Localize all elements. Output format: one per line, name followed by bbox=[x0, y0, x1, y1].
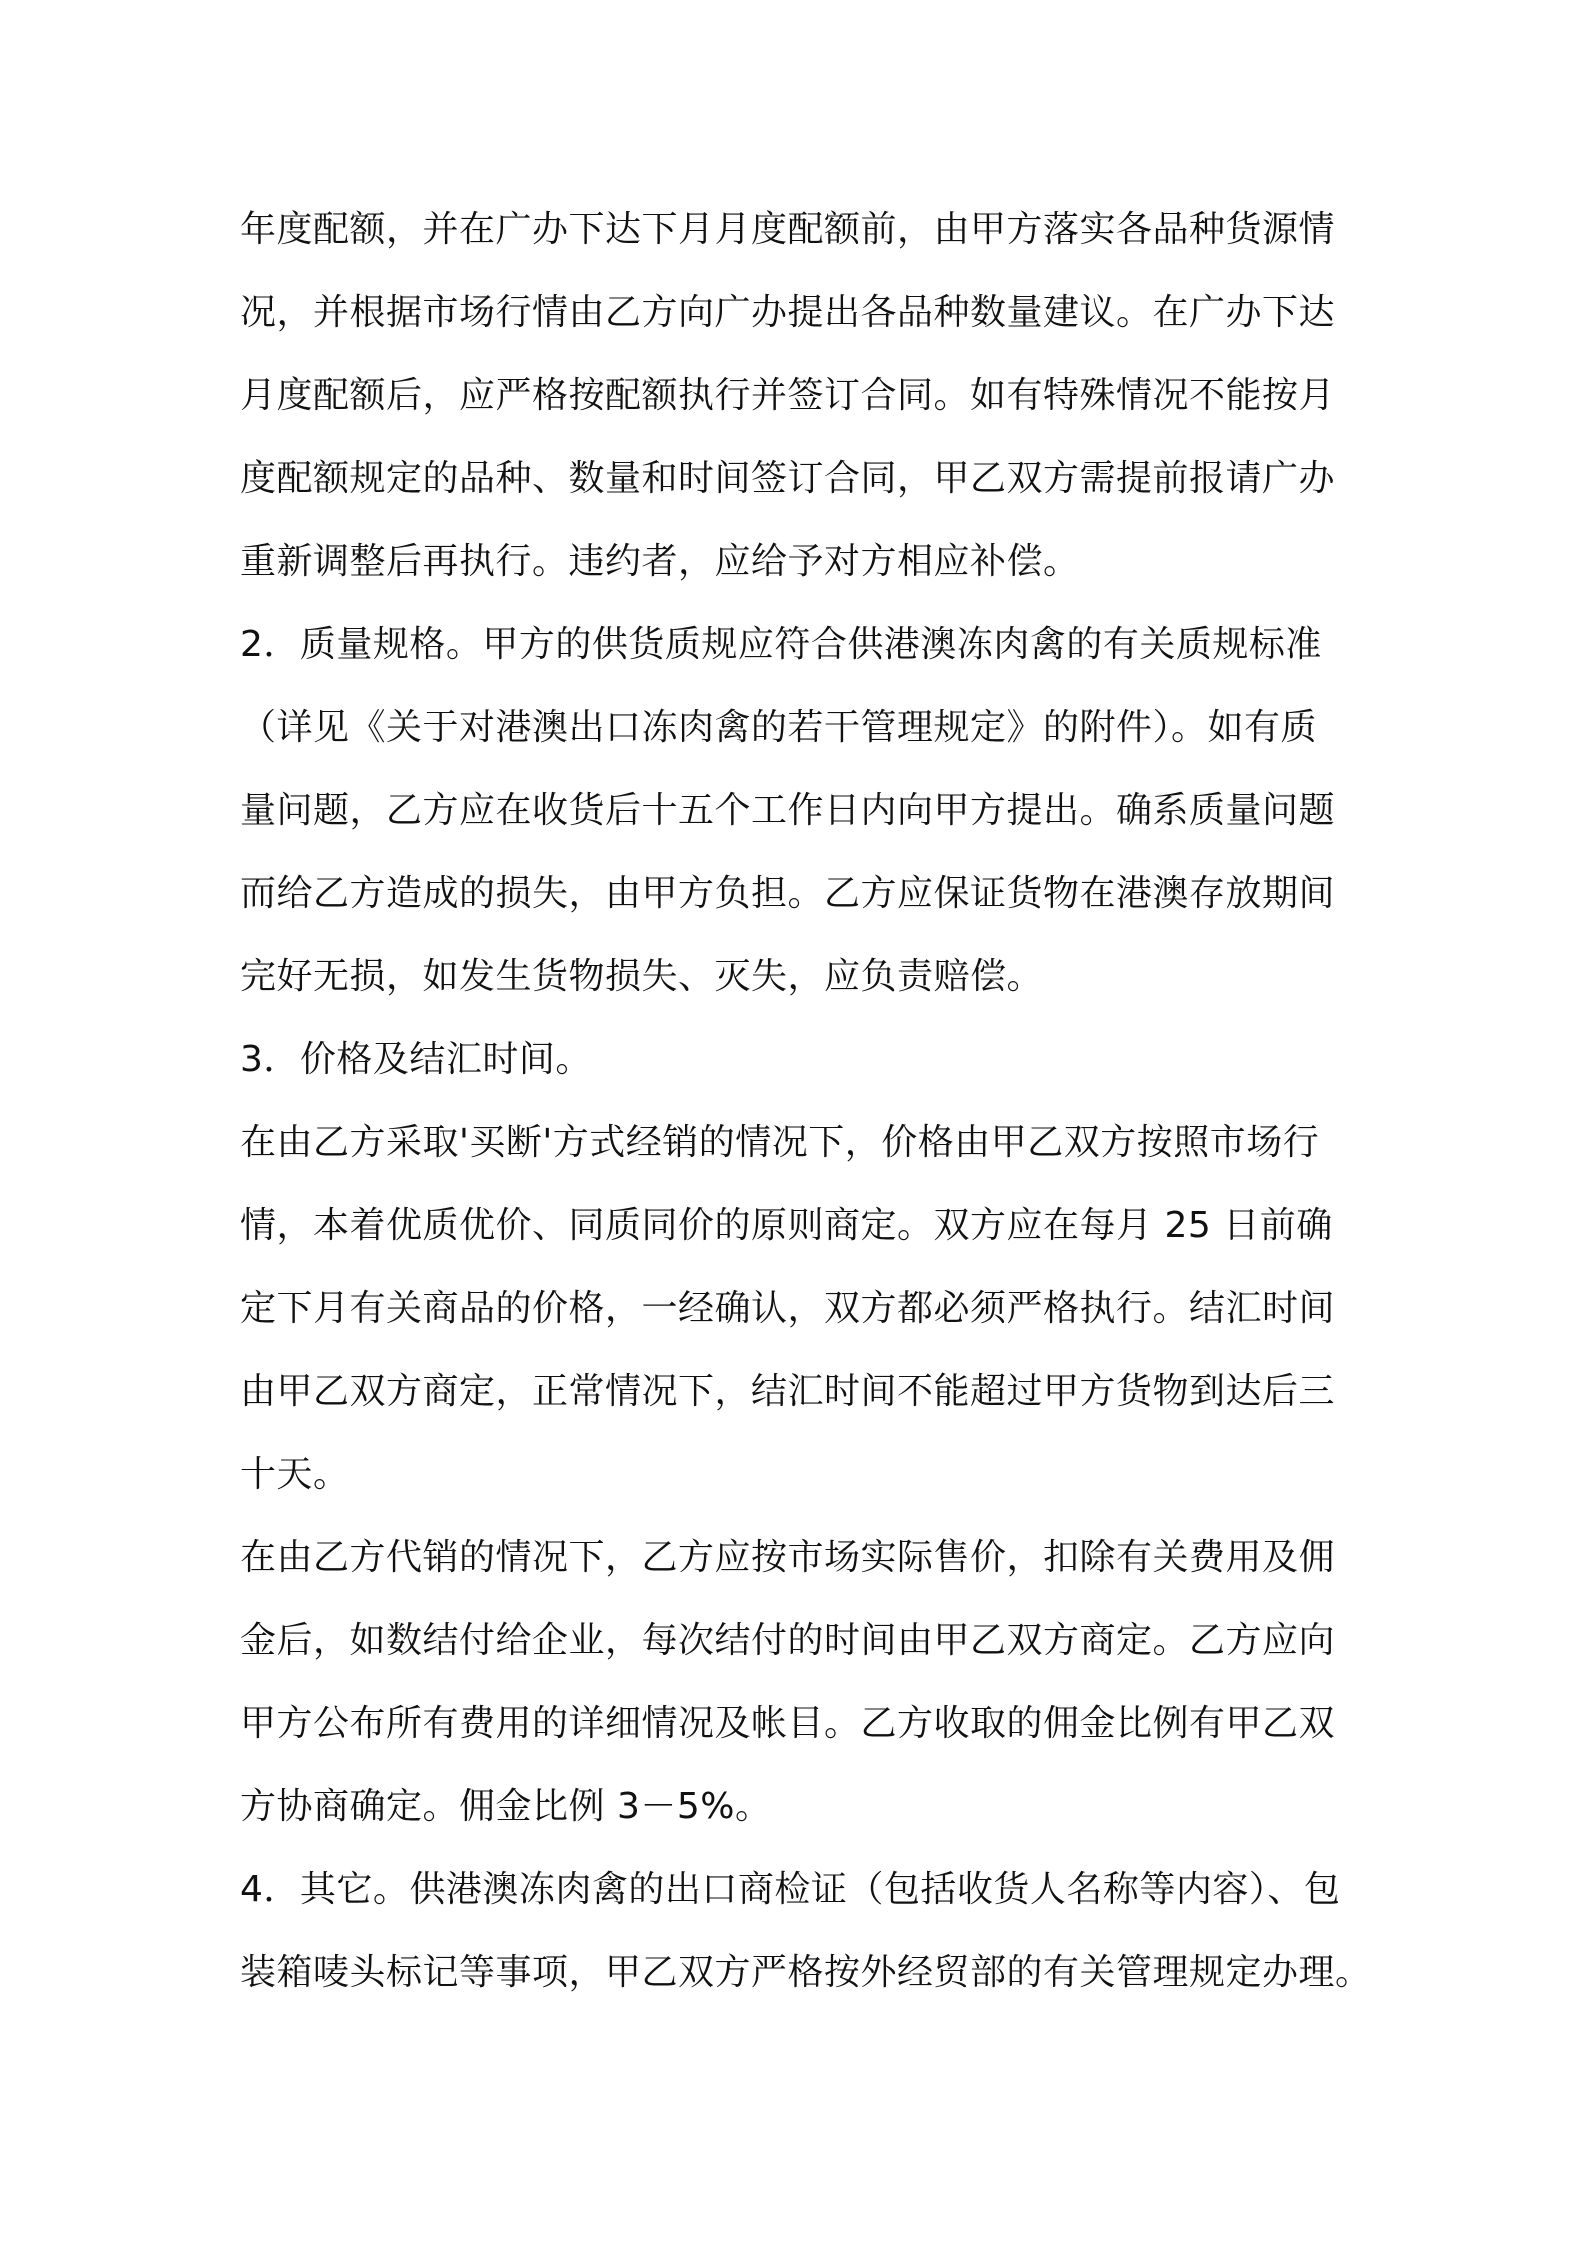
text-line: 方协商确定。佣金比例 3－5%。 bbox=[240, 1786, 772, 1827]
text-line: 在由乙方采取'买断'方式经销的情况下，价格由甲乙双方按照市场行 bbox=[240, 1122, 1320, 1163]
text-line: 完好无损，如发生货物损失、灭失，应负责赔偿。 bbox=[240, 956, 1044, 997]
text-line: 而给乙方造成的损失，由甲方负担。乙方应保证货物在港澳存放期间 bbox=[240, 873, 1336, 914]
text-line: 由甲乙双方商定，正常情况下，结汇时间不能超过甲方货物到达后三 bbox=[240, 1371, 1336, 1412]
contract-text bbox=[240, 188, 1370, 2014]
text-line: 甲方公布所有费用的详细情况及帐目。乙方收取的佣金比例有甲乙双 bbox=[240, 1703, 1336, 1744]
text-line: 情，本着优质优价、同质同价的原则商定。双方应在每月 25 日前确 bbox=[240, 1205, 1333, 1246]
section-heading-quality: 2．质量规格。甲方的供货质规应符合供港澳冻肉禽的有关质规标准 bbox=[240, 624, 1322, 665]
text-line: （详见《关于对港澳出口冻肉禽的若干管理规定》的附件）。如有质 bbox=[240, 707, 1318, 748]
text-line: 年度配额，并在广办下达下月月度配额前，由甲方落实各品种货源情 bbox=[240, 209, 1336, 250]
section-heading-price: 3．价格及结汇时间。 bbox=[240, 1039, 592, 1080]
text-line: 十天。 bbox=[240, 1454, 350, 1495]
text-line: 量问题，乙方应在收货后十五个工作日内向甲方提出。确系质量问题 bbox=[240, 790, 1336, 831]
text-line: 重新调整后再执行。违约者，应给予对方相应补偿。 bbox=[240, 541, 1080, 582]
text-line: 金后，如数结付给企业，每次结付的时间由甲乙双方商定。乙方应向 bbox=[240, 1620, 1336, 1661]
text-line: 度配额规定的品种、数量和时间签订合同，甲乙双方需提前报请广办 bbox=[240, 458, 1336, 499]
text-line: 定下月有关商品的价格，一经确认，双方都必须严格执行。结汇时间 bbox=[240, 1288, 1336, 1329]
text-line: 在由乙方代销的情况下，乙方应按市场实际售价，扣除有关费用及佣 bbox=[240, 1537, 1336, 1578]
text-line: 月度配额后，应严格按配额执行并签订合同。如有特殊情况不能按月 bbox=[240, 375, 1336, 416]
text-line: 况，并根据市场行情由乙方向广办提出各品种数量建议。在广办下达 bbox=[240, 292, 1336, 333]
section-heading-other: 4．其它。供港澳冻肉禽的出口商检证（包括收货人名称等内容）、包 bbox=[240, 1869, 1341, 1910]
text-line: 装箱唛头标记等事项，甲乙双方严格按外经贸部的有关管理规定办理。 bbox=[240, 1952, 1372, 1993]
